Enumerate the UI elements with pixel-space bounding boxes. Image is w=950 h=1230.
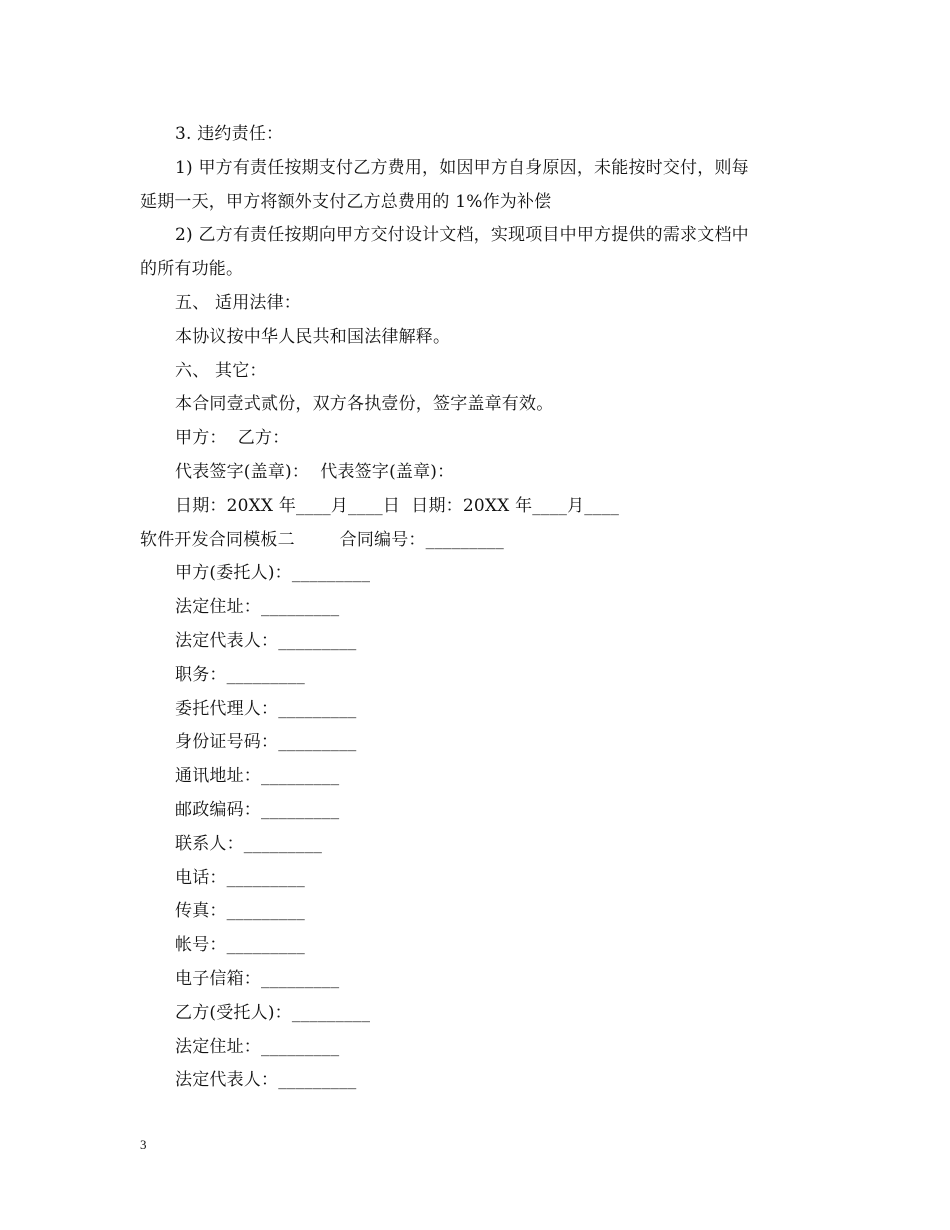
text-line: 1) 甲方有责任按期支付乙方费用，如因甲方自身原因，未能按时交付，则每: [175, 157, 749, 178]
text-line: 的所有功能。: [140, 259, 244, 280]
text-line: 传真：_________: [175, 901, 305, 922]
document-body: [140, 118, 810, 1098]
text-line: 本合同壹式贰份，双方各执壹份，签字盖章有效。: [175, 394, 554, 415]
text-line: 帐号：_________: [175, 935, 305, 956]
text-line: 通讯地址：_________: [175, 766, 340, 787]
text-line: 日期：20XX 年____月____日 日期：20XX 年____月____: [175, 495, 620, 516]
text-line: 职务：_________: [175, 664, 305, 685]
text-line: 法定代表人：_________: [175, 630, 357, 651]
text-line: 电话：_________: [175, 867, 305, 888]
text-line: 法定代表人：_________: [175, 1070, 357, 1091]
text-line: 法定住址：_________: [175, 597, 340, 618]
text-line: 本协议按中华人民共和国法律解释。: [175, 326, 451, 347]
text-line: 邮政编码：_________: [175, 799, 340, 820]
text-line: 3. 违约责任：: [175, 124, 284, 144]
text-line: 五、 适用法律：: [175, 292, 302, 313]
text-line: 电子信箱：_________: [175, 968, 340, 989]
text-line: 联系人：_________: [175, 833, 323, 854]
text-line: 甲方： 乙方：: [175, 428, 290, 449]
text-line: 延期一天，甲方将额外支付乙方总费用的 1%作为补偿: [140, 191, 552, 212]
page-number: 3: [140, 1137, 147, 1152]
text-line: 委托代理人：_________: [175, 698, 357, 719]
text-line: 法定住址：_________: [175, 1036, 340, 1057]
text-line: 代表签字(盖章)： 代表签字(盖章)：: [175, 461, 455, 482]
text-line: 乙方(受托人)：_________: [175, 1002, 371, 1023]
text-line: 身份证号码：_________: [175, 732, 357, 753]
text-line: 软件开发合同模板二 合同编号：_________: [140, 529, 504, 550]
text-line: 甲方(委托人)：_________: [175, 563, 371, 584]
text-line: 六、 其它：: [175, 360, 267, 381]
text-line: 2) 乙方有责任按期向甲方交付设计文档，实现项目中甲方提供的需求文档中: [175, 225, 749, 246]
